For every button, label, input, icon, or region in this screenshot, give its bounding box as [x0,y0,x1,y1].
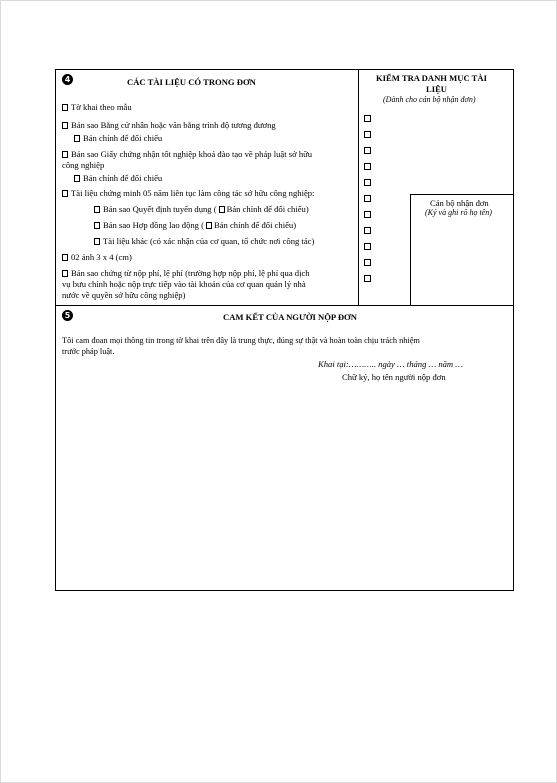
check-box-7[interactable] [364,211,371,218]
check-panel-title-cont: LIỆU [426,84,448,94]
doc-item-fee-receipt-cont2: nước về quyền sở hữu công nghiệp) [62,290,186,300]
doc-item-fee-receipt: Bản sao chứng từ nộp phí, lệ phí (trường hợp nộp phí, lệ phí qua dịch [62,268,310,278]
applicant-signature-label: Chữ ký, họ tên người nộp đơn [342,372,446,382]
doc-item-degree-original: Bản chính để đối chiếu [74,133,162,143]
check-box-5[interactable] [364,179,371,186]
section-5-number: 5 [62,310,73,321]
checkbox-degree-copy[interactable] [62,122,68,129]
check-panel-subtitle: (Dành cho cán bộ nhận đơn) [383,95,476,104]
doc-item-labor-contract: Bản sao Hợp đồng lao động ( Bản chính để đối chiếu) [94,220,296,230]
check-box-9[interactable] [364,243,371,250]
officer-note: (Ký và ghi rõ họ tên) [425,208,492,217]
officer-box-top [410,194,514,195]
checkbox-photos[interactable] [62,254,68,261]
checkbox-recruitment-decision[interactable] [94,206,100,213]
checkbox-labor-contract-original[interactable] [206,222,212,229]
doc-item-recruitment-decision: Bản sao Quyết định tuyển dụng ( Bản chính để đối chiếu) [94,204,309,214]
checkbox-recruitment-original[interactable] [219,206,225,213]
commitment-statement-cont: trước pháp luật. [62,347,115,356]
checkbox-labor-contract[interactable] [94,222,100,229]
doc-item-fee-receipt-cont1: vụ bưu chính hoặc nộp trực tiếp vào tài khoản của cơ quan quản lý nhà [62,279,306,289]
column-divider [358,69,359,306]
check-box-10[interactable] [364,259,371,266]
checkbox-training-cert-copy[interactable] [62,151,68,158]
commitment-statement: Tôi cam đoan mọi thông tin trong tờ khai trên đây là trung thực, đúng sự thật và hoàn toàn chịu trách nhiệm [62,336,420,345]
check-box-4[interactable] [364,163,371,170]
doc-item-training-cert-original: Bản chính để đối chiếu [74,173,162,183]
officer-label: Cán bộ nhận đơn [430,198,489,208]
check-box-6[interactable] [364,195,371,202]
check-box-8[interactable] [364,227,371,234]
check-box-2[interactable] [364,131,371,138]
checkbox-training-cert-original[interactable] [74,175,80,182]
checkbox-work-proof[interactable] [62,190,68,197]
check-panel-title: KIỂM TRA DANH MỤC TÀI [376,73,487,83]
checkbox-fee-receipt[interactable] [62,270,68,277]
doc-item-degree-copy: Bản sao Bằng cử nhân hoặc văn bằng trình độ tương đương [62,120,276,130]
doc-item-training-cert-copy: Bản sao Giấy chứng nhận tốt nghiệp khoá đào tạo về pháp luật sở hữu [62,149,312,159]
check-box-11[interactable] [364,275,371,282]
check-box-3[interactable] [364,147,371,154]
check-box-1[interactable] [364,115,371,122]
checkbox-declaration[interactable] [62,104,68,111]
section-4-number: 4 [62,74,73,85]
section-5-title: CAM KẾT CỦA NGƯỜI NỘP ĐƠN [223,312,357,322]
doc-item-declaration: Tờ khai theo mẫu [62,102,132,112]
checkbox-degree-original[interactable] [74,135,80,142]
doc-item-other-docs: Tài liệu khác (có xác nhận của cơ quan, tổ chức nơi công tác) [94,236,314,246]
checkbox-other-docs[interactable] [94,238,100,245]
doc-item-training-cert-copy-cont: công nghiệp [62,160,105,170]
doc-item-photos: 02 ảnh 3 x 4 (cm) [62,252,132,262]
doc-item-work-proof: Tài liệu chứng minh 05 năm liên tục làm công tác sở hữu công nghiệp: [62,188,314,198]
declaration-place-date: Khai tại:……….. ngày … tháng … năm … [318,359,463,369]
section-5-box [55,305,514,591]
section-4-title: CÁC TÀI LIỆU CÓ TRONG ĐƠN [127,77,256,87]
officer-box [410,194,411,306]
